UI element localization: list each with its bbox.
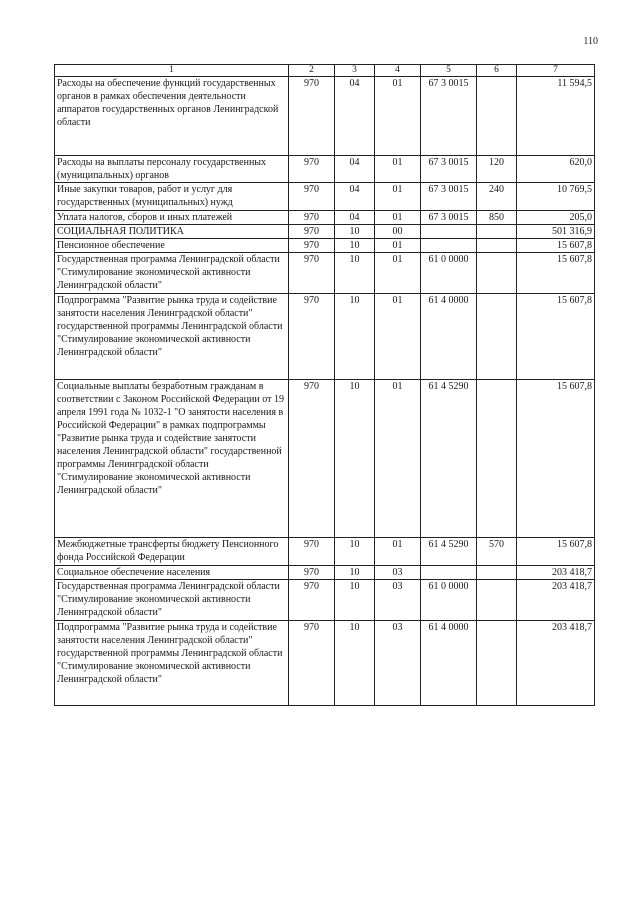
- amount: 15 607,8: [517, 538, 595, 566]
- section-code: 04: [335, 77, 375, 156]
- ministry-code: 970: [289, 225, 335, 239]
- column-header: 2: [289, 65, 335, 77]
- table-row: [55, 225, 595, 239]
- table-row: [55, 621, 595, 706]
- ministry-code: 970: [289, 621, 335, 706]
- section-code: 10: [335, 294, 375, 380]
- table-row: [55, 156, 595, 183]
- amount: 11 594,5: [517, 77, 595, 156]
- ministry-code: 970: [289, 183, 335, 211]
- amount: 15 607,8: [517, 253, 595, 294]
- amount: 203 418,7: [517, 566, 595, 580]
- subsection-code: 01: [375, 380, 421, 538]
- section-code: 04: [335, 211, 375, 225]
- subsection-code: 03: [375, 580, 421, 621]
- item-name: Подпрограмма "Развитие рынка труда и содействие занятости населения Ленинградской области" государственной программы Ленинградской области "Стимулирование экономической активности Ленинградской области": [55, 621, 289, 706]
- amount: 15 607,8: [517, 380, 595, 538]
- item-name: Иные закупки товаров, работ и услуг для государственных (муниципальных) нужд: [55, 183, 289, 211]
- section-code: 10: [335, 225, 375, 239]
- subsection-code: 00: [375, 225, 421, 239]
- amount: 203 418,7: [517, 580, 595, 621]
- ministry-code: 970: [289, 156, 335, 183]
- section-code: 10: [335, 621, 375, 706]
- amount: 15 607,8: [517, 239, 595, 253]
- target-article-code: 61 4 0000: [421, 294, 477, 380]
- section-code: 10: [335, 538, 375, 566]
- expense-type-code: 240: [477, 183, 517, 211]
- amount: 15 607,8: [517, 294, 595, 380]
- target-article-code: 67 3 0015: [421, 211, 477, 225]
- expense-type-code: [477, 239, 517, 253]
- subsection-code: 01: [375, 239, 421, 253]
- expense-type-code: 120: [477, 156, 517, 183]
- target-article-code: 61 4 5290: [421, 380, 477, 538]
- column-header: 3: [335, 65, 375, 77]
- ministry-code: 970: [289, 566, 335, 580]
- target-article-code: [421, 225, 477, 239]
- target-article-code: 67 3 0015: [421, 156, 477, 183]
- header-row: [55, 65, 595, 77]
- table-row: [55, 77, 595, 156]
- section-code: 10: [335, 380, 375, 538]
- expense-type-code: 850: [477, 211, 517, 225]
- target-article-code: 67 3 0015: [421, 183, 477, 211]
- section-code: 04: [335, 183, 375, 211]
- table-row: [55, 253, 595, 294]
- target-article-code: [421, 566, 477, 580]
- item-name: Пенсионное обеспечение: [55, 239, 289, 253]
- expense-type-code: [477, 253, 517, 294]
- target-article-code: [421, 239, 477, 253]
- target-article-code: 67 3 0015: [421, 77, 477, 156]
- subsection-code: 01: [375, 77, 421, 156]
- target-article-code: 61 0 0000: [421, 253, 477, 294]
- item-name: Государственная программа Ленинградской области "Стимулирование экономической активности Ленинградской области": [55, 253, 289, 294]
- target-article-code: 61 0 0000: [421, 580, 477, 621]
- table-row: [55, 294, 595, 380]
- table-row: [55, 566, 595, 580]
- expense-type-code: [477, 621, 517, 706]
- table-row: [55, 211, 595, 225]
- subsection-code: 01: [375, 253, 421, 294]
- table-row: [55, 239, 595, 253]
- item-name: Расходы на выплаты персоналу государственных (муниципальных) органов: [55, 156, 289, 183]
- item-name: Расходы на обеспечение функций государственных органов в рамках обеспечения деятельности аппаратов государственных органов Ленинградской области: [55, 77, 289, 156]
- page-number: 110: [583, 36, 598, 47]
- column-header: 1: [55, 65, 289, 77]
- column-header: 6: [477, 65, 517, 77]
- target-article-code: 61 4 5290: [421, 538, 477, 566]
- amount: 203 418,7: [517, 621, 595, 706]
- expense-type-code: 570: [477, 538, 517, 566]
- table-row: [55, 538, 595, 566]
- amount: 10 769,5: [517, 183, 595, 211]
- section-code: 10: [335, 239, 375, 253]
- expense-type-code: [477, 77, 517, 156]
- amount: 620,0: [517, 156, 595, 183]
- item-name: Социальное обеспечение населения: [55, 566, 289, 580]
- column-header: 7: [517, 65, 595, 77]
- section-code: 10: [335, 580, 375, 621]
- item-name: СОЦИАЛЬНАЯ ПОЛИТИКА: [55, 225, 289, 239]
- ministry-code: 970: [289, 239, 335, 253]
- amount: 501 316,9: [517, 225, 595, 239]
- item-name: Государственная программа Ленинградской области "Стимулирование экономической активности Ленинградской области": [55, 580, 289, 621]
- subsection-code: 01: [375, 183, 421, 211]
- section-code: 10: [335, 253, 375, 294]
- section-code: 10: [335, 566, 375, 580]
- ministry-code: 970: [289, 538, 335, 566]
- item-name: Межбюджетные трансферты бюджету Пенсионного фонда Российской Федерации: [55, 538, 289, 566]
- subsection-code: 01: [375, 156, 421, 183]
- column-header: 4: [375, 65, 421, 77]
- column-header: 5: [421, 65, 477, 77]
- table-row: [55, 580, 595, 621]
- item-name: Уплата налогов, сборов и иных платежей: [55, 211, 289, 225]
- amount: 205,0: [517, 211, 595, 225]
- ministry-code: 970: [289, 77, 335, 156]
- ministry-code: 970: [289, 211, 335, 225]
- ministry-code: 970: [289, 253, 335, 294]
- ministry-code: 970: [289, 294, 335, 380]
- subsection-code: 01: [375, 211, 421, 225]
- subsection-code: 01: [375, 294, 421, 380]
- table-row: [55, 380, 595, 538]
- ministry-code: 970: [289, 380, 335, 538]
- expense-type-code: [477, 225, 517, 239]
- ministry-code: 970: [289, 580, 335, 621]
- section-code: 04: [335, 156, 375, 183]
- target-article-code: 61 4 0000: [421, 621, 477, 706]
- item-name: Подпрограмма "Развитие рынка труда и содействие занятости населения Ленинградской области" государственной программы Ленинградской области "Стимулирование экономической активности Ленинградской области": [55, 294, 289, 380]
- expense-type-code: [477, 580, 517, 621]
- expense-type-code: [477, 294, 517, 380]
- budget-table: [54, 64, 595, 706]
- item-name: Социальные выплаты безработным гражданам в соответствии с Законом Российской Федерации от 19 апреля 1991 года № 1032-1 "О занятости населения в Российской Федерации" в рамках подпрограммы "Развитие рынка труда и содействие занятости населения Ленинградской области" государственной программы Ленинградской области "Стимулирование экономической активности Ленинградской области": [55, 380, 289, 538]
- expense-type-code: [477, 566, 517, 580]
- expense-type-code: [477, 380, 517, 538]
- table-row: [55, 183, 595, 211]
- subsection-code: 03: [375, 621, 421, 706]
- subsection-code: 03: [375, 566, 421, 580]
- subsection-code: 01: [375, 538, 421, 566]
